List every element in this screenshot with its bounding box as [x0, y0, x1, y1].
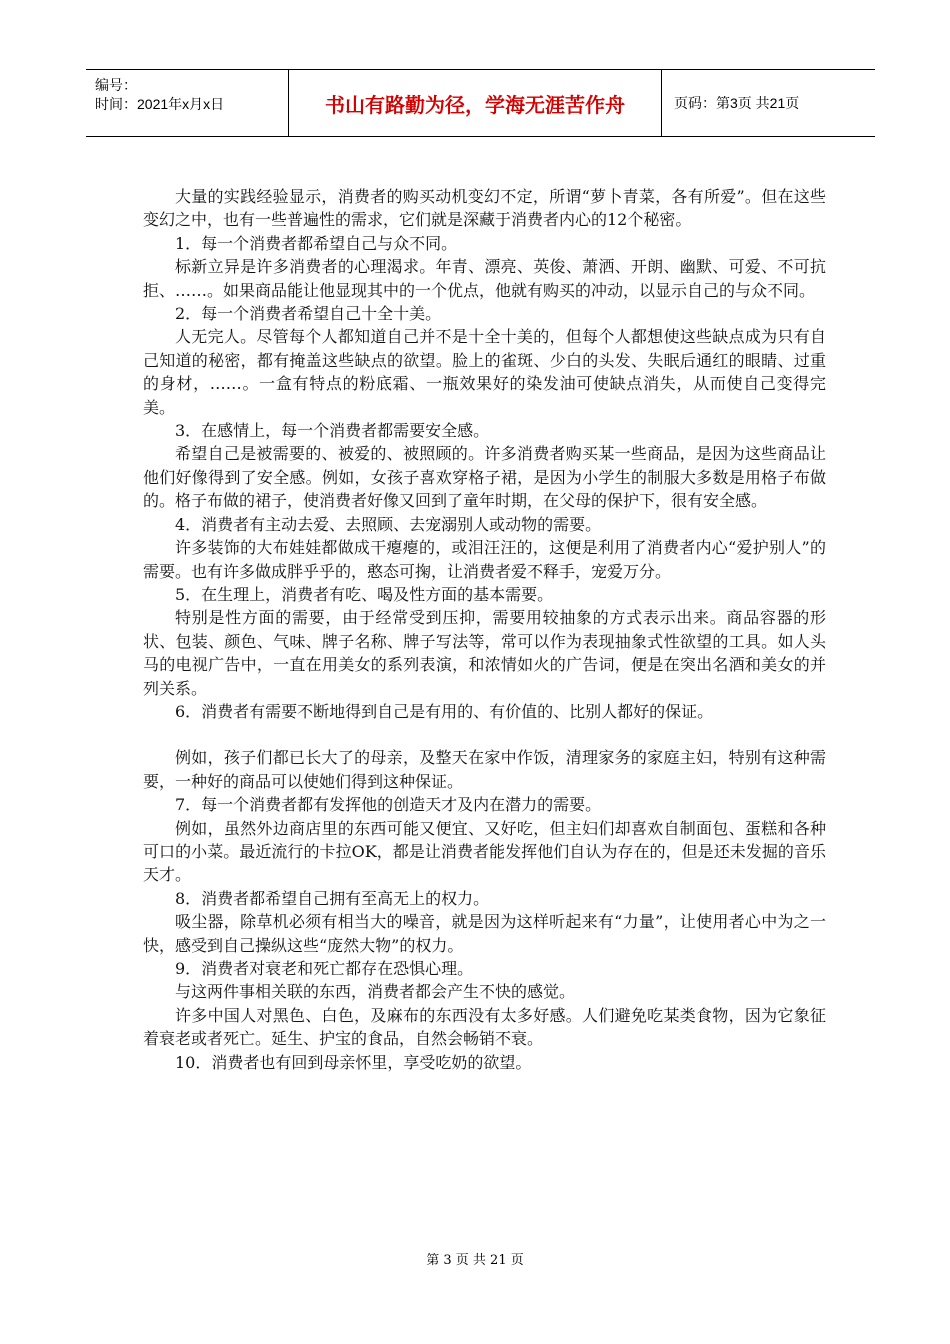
- section-heading: 1．每一个消费者都希望自己与众不同。: [175, 233, 458, 253]
- section-heading: 4．消费者有主动去爱、去照顾、去宠溺别人或动物的需要。: [175, 514, 602, 534]
- header-page-info: 页码：第3页 共21页: [674, 95, 800, 111]
- paragraph: 特别是性方面的需要，由于经常受到压抑，需要用较抽象的方式表示出来。商品容器的形状、包装、颜色、气味、牌子名称、牌子写法等，常可以作为表现抽象式性欲望的工具。如人头马的电视广告中，一直在用美女的系列表演，和浓情如火的广告词，便是在突出名酒和美女的并列关系。: [143, 608, 826, 698]
- time-label: 时间：2021年x月x日: [95, 96, 225, 112]
- paragraph: 吸尘器，除草机必须有相当大的噪音，就是因为这样听起来有“力量”，让使用者心中为之一快，感受到自己操纵这些“庞然大物”的权力。: [143, 912, 826, 955]
- page-header: [86, 69, 875, 137]
- paragraph: 许多中国人对黑色、白色，及麻布的东西没有太多好感。人们避免吃某类食物，因为它象征着衰老或者死亡。延生、护宝的食品，自然会畅销不衰。: [143, 1005, 826, 1049]
- section-heading: 8．消费者都希望自己拥有至高无上的权力。: [175, 888, 490, 908]
- section-heading: 7．每一个消费者都有发挥他的创造天才及内在潜力的需要。: [175, 795, 602, 815]
- header-motto: 书山有路勤为径，学海无涯苦作舟: [288, 70, 662, 136]
- paragraph: 标新立异是许多消费者的心理渴求。年青、漂亮、英俊、萧洒、开朗、幽默、可爱、不可抗拒、……。如果商品能让他显现其中的一个优点，他就有购买的冲动，以显示自己的与众不同。: [143, 257, 826, 300]
- paragraph: 希望自己是被需要的、被爱的、被照顾的。许多消费者购买某一些商品，是因为这些商品让他们好像得到了安全感。例如，女孩子喜欢穿格子裙，是因为小学生的制服大多数是用格子布做的。格子布做的裙子，使消费者好像又回到了童年时期，在父母的保护下，很有安全感。: [143, 444, 826, 511]
- header-meta: [86, 70, 288, 136]
- page-footer: 第 3 页 共 21 页: [426, 1253, 524, 1268]
- section-heading: 6．消费者有需要不断地得到自己是有用的、有价值的、比别人都好的保证。: [175, 701, 714, 721]
- paragraph: 许多装饰的大布娃娃都做成干瘪瘪的，或泪汪汪的，这便是利用了消费者内心“爱护别人”的需要。也有许多做成胖乎乎的，憨态可掬，让消费者爱不释手，宠爱万分。: [143, 538, 826, 581]
- paragraph: 例如，虽然外边商店里的东西可能又便宜、又好吃，但主妇们却喜欢自制面包、蛋糕和各种可口的小菜。最近流行的卡拉OK，都是让消费者能发挥他们自认为存在的，但是还未发掘的音乐天才。: [143, 818, 826, 885]
- section-heading: 2．每一个消费者希望自己十全十美。: [175, 304, 442, 324]
- paragraph: 大量的实践经验显示，消费者的购买动机变幻不定，所谓“萝卜青菜，各有所爱”。但在这些变幻之中，也有一些普遍性的需求，它们就是深藏于消费者内心的12个秘密。: [143, 187, 826, 230]
- paragraph: 与这两件事相关联的东西，消费者都会产生不快的感觉。: [175, 982, 576, 1002]
- section-heading: 3．在感情上，每一个消费者都需要安全感。: [175, 421, 490, 441]
- paragraph: 例如，孩子们都已长大了的母亲，及整天在家中作饭，清理家务的家庭主妇，特别有这种需要，一种好的商品可以使她们得到这种保证。: [143, 748, 826, 791]
- section-heading: 10．消费者也有回到母亲怀里，享受吃奶的欲望。: [175, 1052, 532, 1072]
- paragraph: 人无完人。尽管每个人都知道自己并不是十全十美的，但每个人都想使这些缺点成为只有自己知道的秘密，都有掩盖这些缺点的欲望。脸上的雀斑、少白的头发、失眠后通红的眼睛、过重的身材，……。一盒有特点的粉底霜、一瓶效果好的染发油可使缺点消失，从而使自己变得完美。: [143, 327, 826, 417]
- document-body: [143, 185, 826, 1074]
- section-heading: 9．消费者对衰老和死亡都存在恐惧心理。: [175, 959, 474, 978]
- section-heading: 5．在生理上，消费者有吃、喝及性方面的基本需要。: [175, 584, 554, 604]
- number-label: 编号：: [95, 77, 137, 93]
